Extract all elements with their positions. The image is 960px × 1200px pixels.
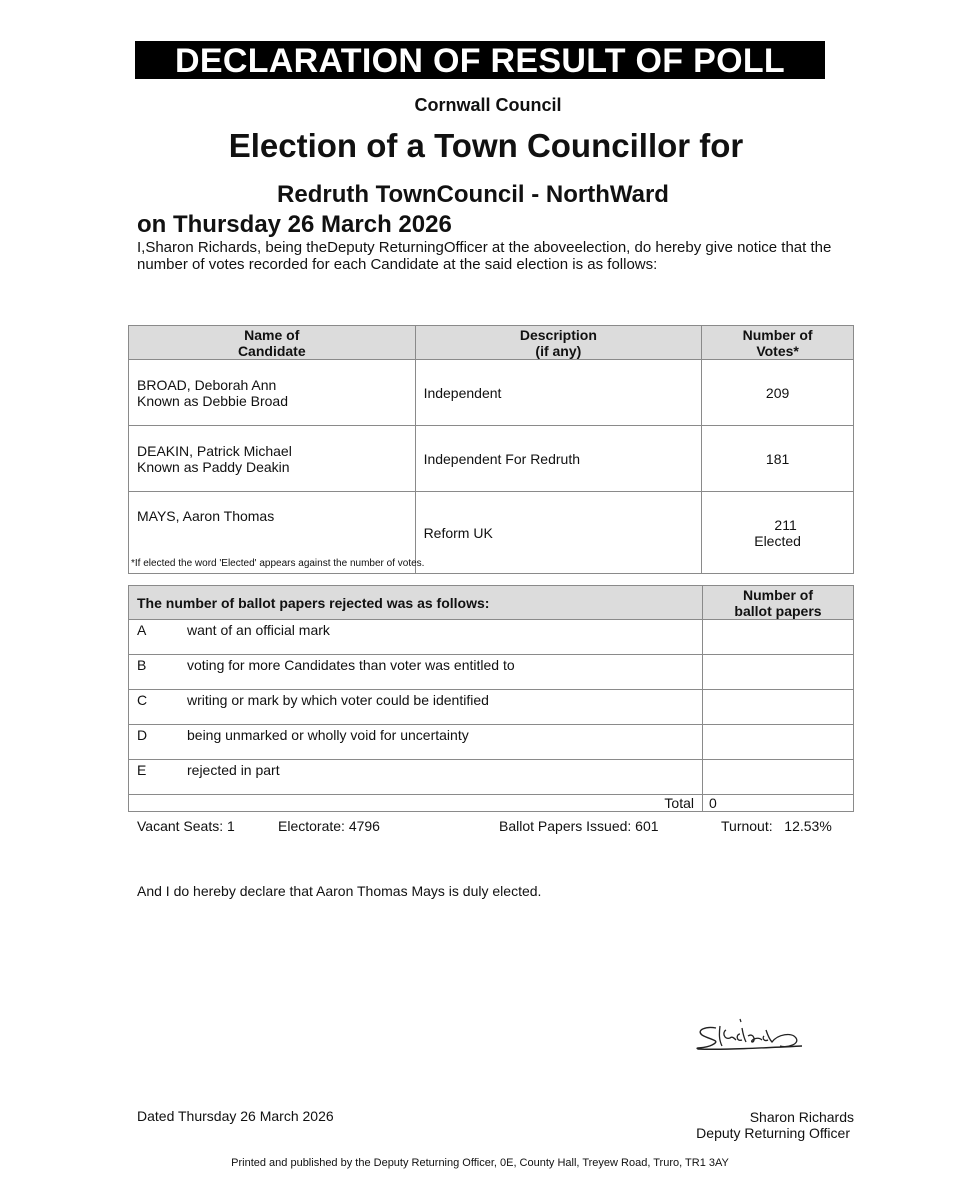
- signature-image: [692, 1016, 812, 1065]
- rejected-count-header: Number of ballot papers: [703, 586, 854, 620]
- rejected-title: The number of ballot papers rejected was as follows:: [129, 586, 703, 620]
- officer-block: [640, 1109, 854, 1141]
- rejected-reason: C writing or mark by which voter could be identified: [129, 690, 703, 725]
- rejected-count: [703, 655, 854, 690]
- candidate-row: [129, 426, 854, 492]
- vacant-seats: Vacant Seats: 1: [137, 818, 235, 834]
- candidate-description: Independent: [415, 360, 702, 426]
- notice-text: I,Sharon Richards, being theDeputy ReturningOfficer at the aboveelection, do hereby give notice that the number of votes recorded for each Candidate at the said election is as follows:: [137, 239, 832, 273]
- ward-name: Redruth TownCouncil - NorthWard: [277, 181, 669, 208]
- rejected-reason: A want of an official mark: [129, 620, 703, 655]
- votes-footnote: *If elected the word 'Elected' appears against the number of votes.: [131, 558, 425, 569]
- candidate-description: Reform UK: [415, 492, 702, 574]
- candidate-name: MAYS, Aaron Thomas: [129, 492, 416, 574]
- document-banner: DECLARATION OF RESULT OF POLL: [135, 41, 825, 79]
- rejected-row: [129, 620, 854, 655]
- candidate-description: Independent For Redruth: [415, 426, 702, 492]
- candidate-votes: 209: [702, 360, 854, 426]
- council-name: Cornwall Council: [414, 95, 562, 115]
- elected-status: Elected: [754, 532, 801, 549]
- dated-line: Dated Thursday 26 March 2026: [137, 1108, 334, 1124]
- rejected-count: [703, 725, 854, 760]
- rejected-row: [129, 725, 854, 760]
- rejected-row: [129, 690, 854, 725]
- ballot-papers-issued: Ballot Papers Issued: 601: [499, 818, 659, 834]
- officer-name: Sharon Richards: [749, 1109, 854, 1125]
- header-votes: Number of Votes*: [702, 326, 854, 360]
- rejected-reason: E rejected in part: [129, 760, 703, 795]
- rejected-header-row: [129, 586, 854, 620]
- rejected-count: [703, 690, 854, 725]
- rejected-reason: B voting for more Candidates than voter was entitled to: [129, 655, 703, 690]
- rejected-ballots-table: [128, 585, 854, 812]
- header-name: Name of Candidate: [129, 326, 416, 360]
- rejected-count: [703, 620, 854, 655]
- candidate-row: [129, 360, 854, 426]
- rejected-row: [129, 655, 854, 690]
- declaration-text: And I do hereby declare that Aaron Thomas Mays is duly elected.: [137, 883, 542, 899]
- header-description: Description (if any): [415, 326, 702, 360]
- signature-icon: [692, 1016, 812, 1060]
- election-title: Election of a Town Councillor for: [228, 127, 744, 164]
- candidate-votes: 181: [702, 426, 854, 492]
- total-value: 0: [703, 795, 854, 812]
- candidates-table: [128, 325, 854, 574]
- candidates-header-row: [129, 326, 854, 360]
- turnout: Turnout: 12.53%: [721, 818, 832, 834]
- election-date: on Thursday 26 March 2026: [137, 211, 452, 238]
- candidate-name: BROAD, Deborah Ann Known as Debbie Broad: [129, 360, 416, 426]
- rejected-total-row: [129, 795, 854, 812]
- candidate-votes: 211 Elected: [702, 492, 854, 574]
- rejected-reason: D being unmarked or wholly void for uncertainty: [129, 725, 703, 760]
- total-label: Total: [129, 795, 703, 812]
- rejected-row: [129, 760, 854, 795]
- candidate-name: DEAKIN, Patrick Michael Known as Paddy Deakin: [129, 426, 416, 492]
- electorate: Electorate: 4796: [278, 818, 380, 834]
- imprint: Printed and published by the Deputy Returning Officer, 0E, County Hall, Treyew Road, Truro, TR1 3AY: [231, 1157, 729, 1169]
- officer-role: Deputy Returning Officer: [696, 1125, 850, 1141]
- rejected-count: [703, 760, 854, 795]
